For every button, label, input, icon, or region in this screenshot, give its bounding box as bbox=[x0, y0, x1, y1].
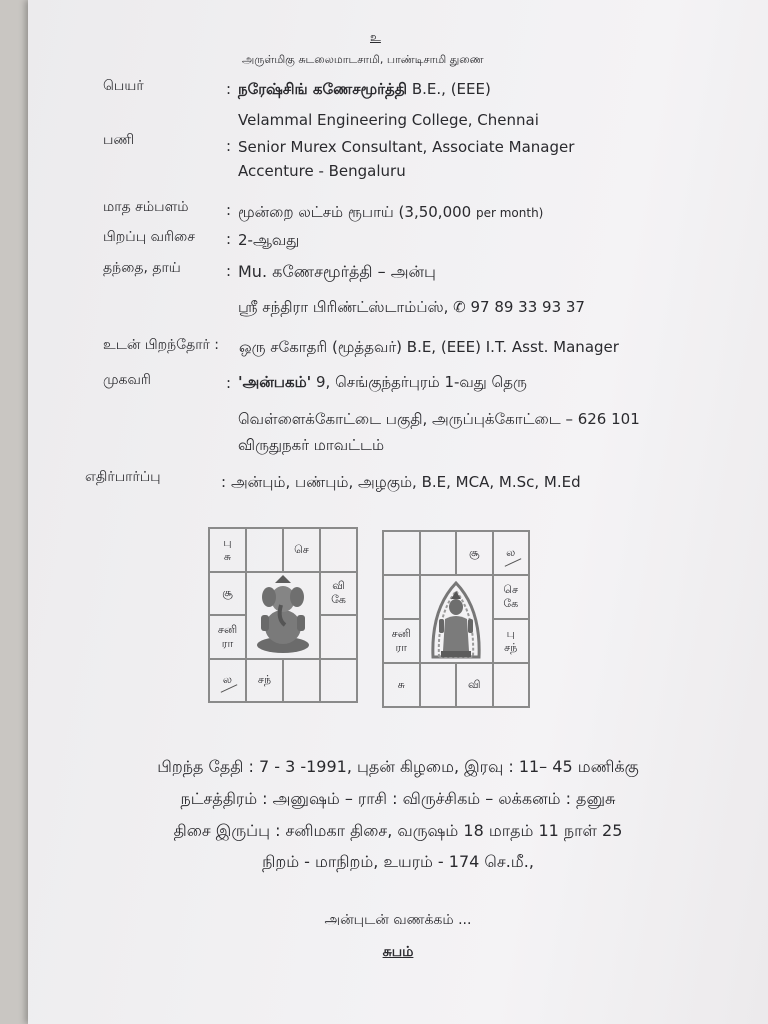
street: 9, செங்குந்தர்புரம் 1-வது தெரு bbox=[316, 373, 527, 391]
deity-image bbox=[420, 575, 493, 663]
planet-label: சூ bbox=[468, 546, 480, 559]
salary-label: மாத சம்பளம் bbox=[103, 199, 189, 215]
lagna-label: ல bbox=[222, 673, 233, 687]
college-line: Velammal Engineering College, Chennai bbox=[238, 111, 539, 129]
rasi-cell-r3c3 bbox=[320, 659, 357, 703]
navamsa-cell-r0c3 bbox=[493, 531, 530, 575]
siblings-label-text: உடன் பிறந்தோர் bbox=[103, 337, 210, 353]
ganesha-icon bbox=[253, 575, 313, 655]
colon: : bbox=[214, 337, 220, 353]
navamsa-cell-r3c2 bbox=[456, 663, 493, 707]
parents-value: Mu. கணேசமூர்த்தி – அன்பு bbox=[238, 262, 436, 281]
blessing-line: அருள்மிகு சுடலைமாடசாமி, பாண்டிசாமி துணை bbox=[242, 53, 484, 66]
address-line3: விருதுநகர் மாவட்டம் bbox=[238, 436, 385, 454]
complexion-height: நிறம் - மாநிறம், உயரம் - 174 செ.மீ., bbox=[262, 852, 534, 871]
planet-label: சந் bbox=[257, 673, 272, 687]
house-name: 'அன்பகம்' bbox=[238, 373, 312, 391]
parents-business-line: ஸ்ரீ சந்திரா பிரிண்ட்ஸ்டாம்ப்ஸ், ✆ 97 89 33 93 37 bbox=[238, 298, 585, 316]
parents-label: தந்தை, தாய் bbox=[103, 260, 181, 276]
star-details: நட்சத்திரம் : அனுஷம் – ராசி : விருச்சிகம் – லக்கனம் : தனுசு bbox=[180, 789, 616, 808]
planet-label: சூ bbox=[222, 586, 233, 600]
planet-label: சு bbox=[397, 678, 405, 691]
pillaiyar-suzhi: உ bbox=[370, 30, 381, 44]
address-label: முகவரி bbox=[103, 372, 151, 388]
rasi-cell-r0c2 bbox=[283, 528, 320, 572]
rasi-cell-r1c3 bbox=[320, 572, 357, 616]
greeting: அன்புடன் வணக்கம் ... bbox=[324, 912, 472, 928]
name-degree: B.E., (EEE) bbox=[411, 80, 491, 98]
rasi-cell-r0c0 bbox=[209, 528, 246, 572]
name-tamil: நரேஷ்சிங் கணேசமூர்த்தி bbox=[238, 80, 408, 98]
planet-label: சனி bbox=[217, 622, 238, 636]
colon: : bbox=[226, 262, 232, 280]
expectation-label: எதிர்பார்ப்பு bbox=[85, 469, 161, 485]
subam-text: சுபம் bbox=[382, 944, 414, 960]
salary-amount: மூன்றை லட்சம் ரூபாய் (3,50,000 bbox=[238, 203, 472, 221]
navamsa-cell-r3c3 bbox=[493, 663, 530, 707]
navamsa-cell-r2c3 bbox=[493, 619, 530, 663]
expectation-value: அன்பும், பண்பும், அழகும், B.E, MCA, M.Sc, M.Ed bbox=[231, 473, 581, 491]
rasi-cell-r2c0 bbox=[209, 615, 246, 659]
planet-label: செ bbox=[294, 542, 309, 556]
planet-label: கே bbox=[503, 597, 519, 610]
job-label: பணி bbox=[103, 132, 135, 148]
planet-label: ரா bbox=[395, 641, 407, 654]
address-value bbox=[238, 373, 527, 393]
planet-label: கே bbox=[331, 593, 346, 607]
salary-suffix: per month) bbox=[475, 206, 544, 220]
siblings-label bbox=[103, 337, 219, 355]
planet-label: வி bbox=[467, 678, 481, 691]
planet-label: செ bbox=[503, 583, 519, 596]
planet-label: சு bbox=[223, 549, 232, 563]
planet-label: வி bbox=[332, 579, 345, 593]
lagna-label: ல bbox=[506, 546, 516, 559]
rasi-cell-r3c1 bbox=[246, 659, 283, 703]
ganesha-image bbox=[246, 572, 320, 659]
navamsa-cell-r0c1 bbox=[420, 531, 457, 575]
planet-label: சனி bbox=[391, 627, 411, 640]
name-value bbox=[238, 80, 491, 100]
birth-order-label: பிறப்பு வரிசை bbox=[103, 229, 196, 245]
rasi-chart bbox=[208, 527, 358, 703]
colon: : bbox=[226, 80, 232, 98]
siblings-value: ஒரு சகோதரி (மூத்தவர்) B.E, (EEE) I.T. Asst. Manager bbox=[239, 338, 619, 356]
dasa-details: திசை இருப்பு : சனிமகா திசை, வருஷம் 18 மாதம் 11 நாள் 25 bbox=[173, 821, 623, 840]
biodata-sheet bbox=[28, 0, 768, 1024]
navamsa-cell-r3c1 bbox=[420, 663, 457, 707]
colon: : bbox=[226, 230, 232, 248]
salary-value bbox=[238, 203, 543, 223]
planet-label: பு bbox=[223, 535, 232, 549]
name-label: பெயர் bbox=[103, 78, 144, 94]
planet-label: ரா bbox=[221, 636, 234, 650]
navamsa-cell-r0c0 bbox=[383, 531, 420, 575]
rasi-cell-r0c3 bbox=[320, 528, 357, 572]
birth-details: பிறந்த தேதி : 7 - 3 -1991, புதன் கிழமை, இரவு : 11– 45 மணிக்கு bbox=[157, 757, 639, 776]
colon: : bbox=[226, 374, 232, 392]
colon: : bbox=[226, 201, 232, 219]
navamsa-cell-r1c0 bbox=[383, 575, 420, 619]
subam-footer bbox=[28, 944, 768, 962]
colon: : bbox=[226, 137, 232, 155]
navamsa-chart bbox=[382, 530, 530, 708]
deity-icon bbox=[427, 579, 485, 659]
colon: : bbox=[221, 473, 227, 491]
rasi-cell-r0c1 bbox=[246, 528, 283, 572]
rasi-cell-r2c3 bbox=[320, 615, 357, 659]
company-line: Accenture - Bengaluru bbox=[238, 162, 406, 180]
navamsa-cell-r2c0 bbox=[383, 619, 420, 663]
rasi-cell-r3c2 bbox=[283, 659, 320, 703]
address-line2: வெள்ளைக்கோட்டை பகுதி, அருப்புக்கோட்டை – 626 101 bbox=[238, 410, 640, 428]
navamsa-cell-r1c3 bbox=[493, 575, 530, 619]
navamsa-cell-r0c2 bbox=[456, 531, 493, 575]
job-value: Senior Murex Consultant, Associate Manager bbox=[238, 138, 575, 156]
rasi-cell-r1c0 bbox=[209, 572, 246, 616]
birth-order-value: 2-ஆவது bbox=[238, 231, 300, 249]
navamsa-cell-r3c0 bbox=[383, 663, 420, 707]
rasi-cell-r3c0 bbox=[209, 659, 246, 703]
planet-label: பு bbox=[506, 627, 515, 640]
planet-label: சந் bbox=[504, 641, 518, 654]
